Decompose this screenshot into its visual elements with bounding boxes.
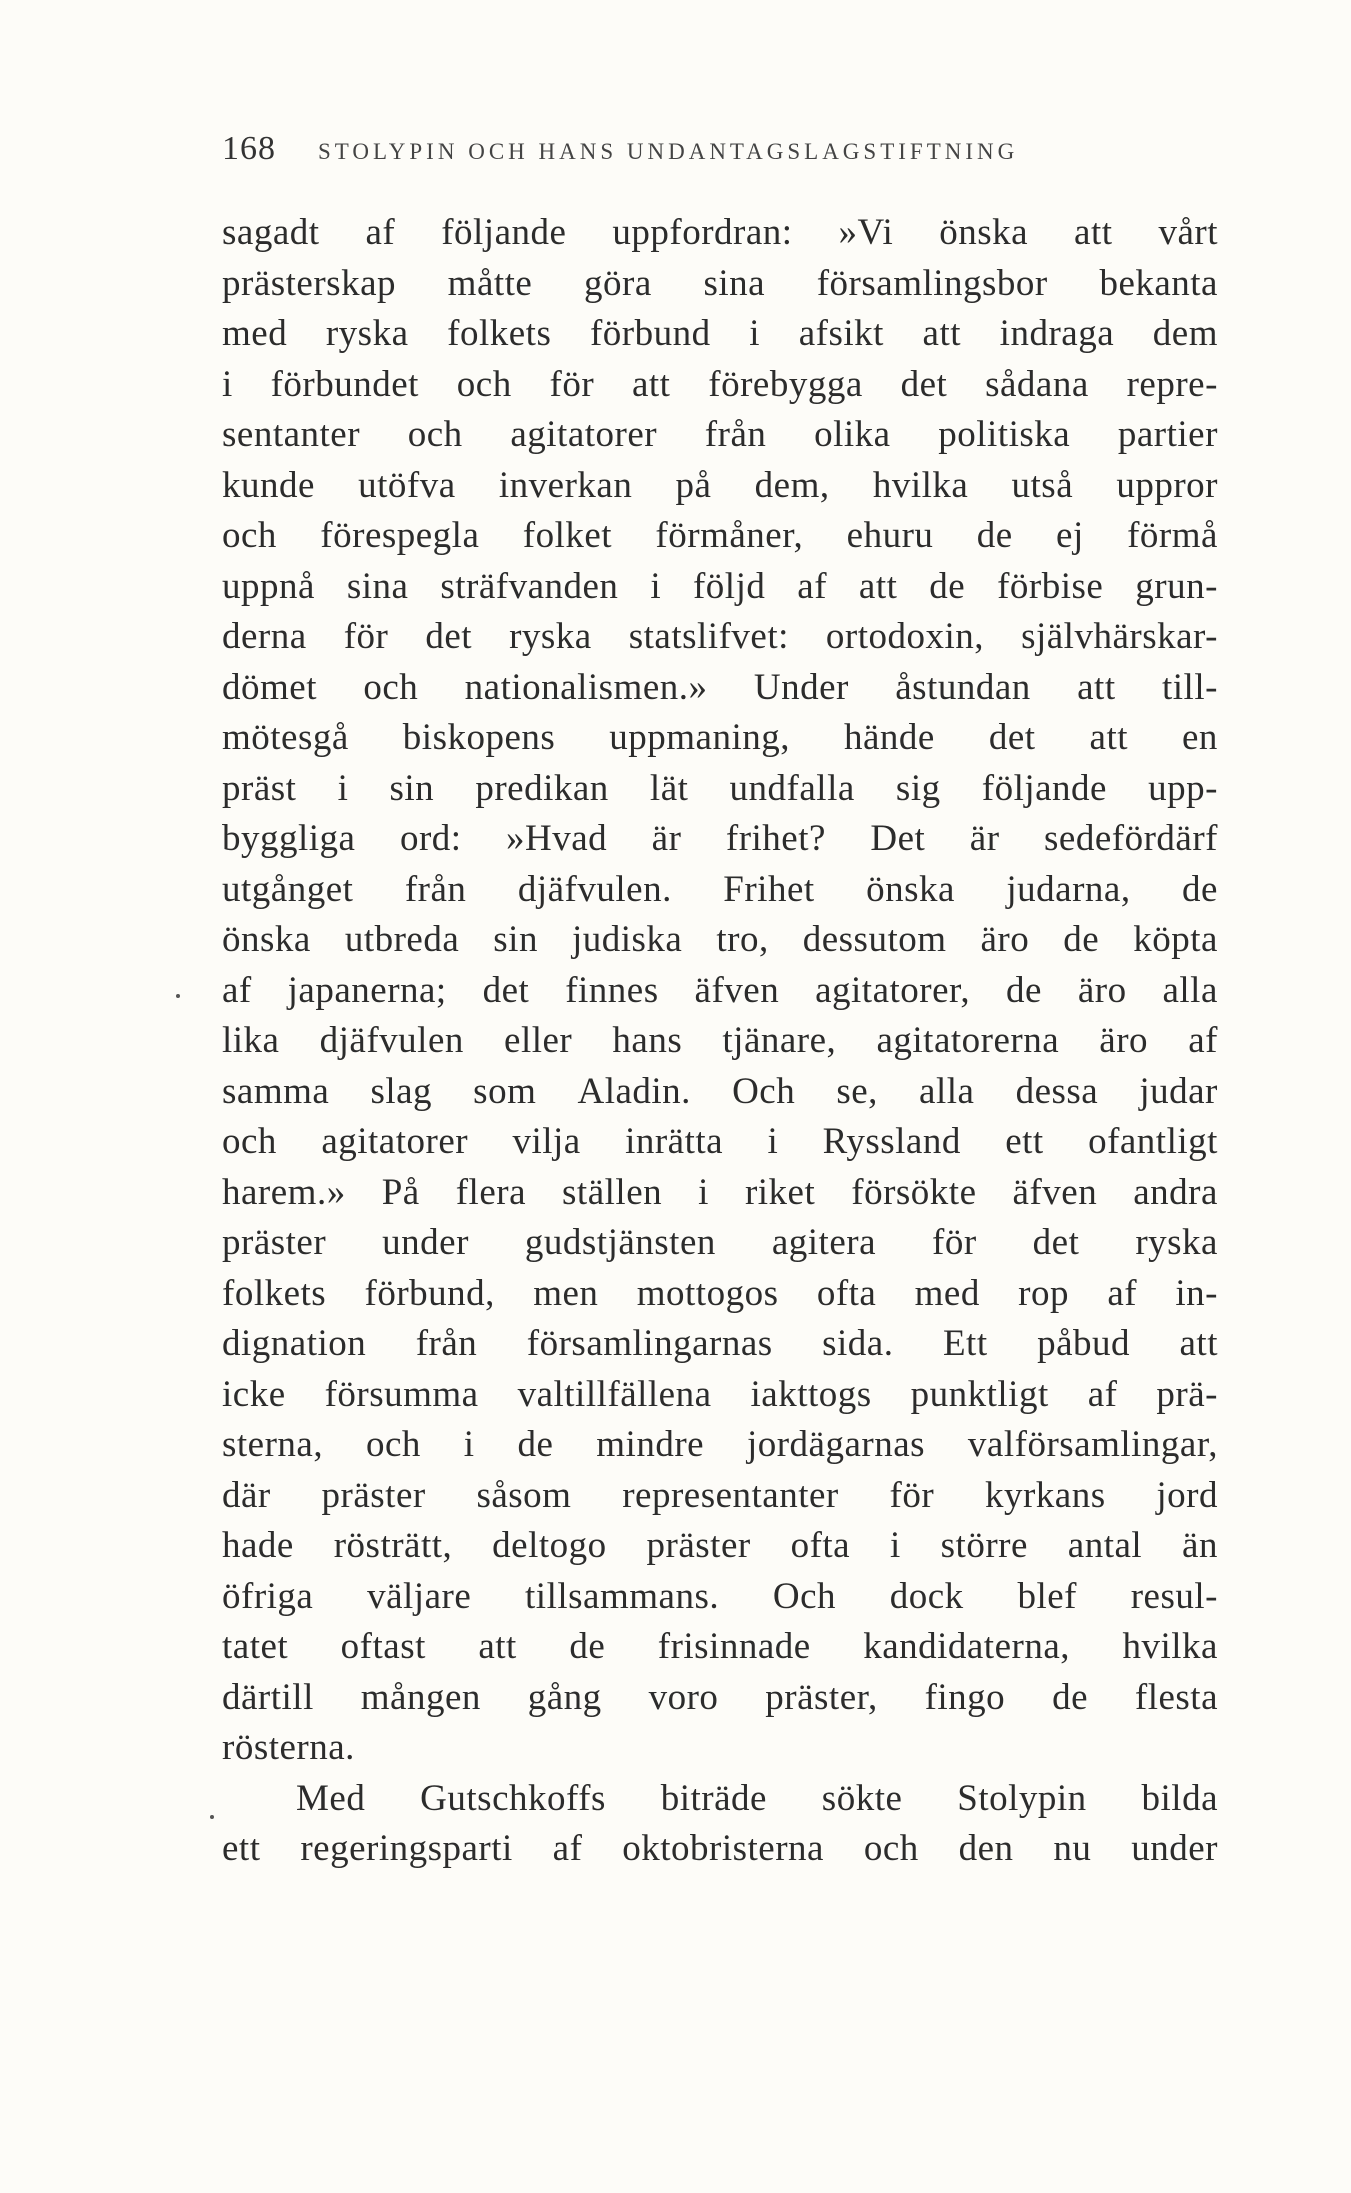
text-line: dignation från församlingarnas sida. Ett påbud att [222, 1323, 1218, 1364]
text-line: byggliga ord: »Hvad är frihet? Det är sedefördärf [222, 818, 1218, 859]
text-line: samma slag som Aladin. Och se, alla dessa judar [222, 1070, 1218, 1112]
text-line: där präster såsom representanter för kyrkans jord [222, 1474, 1218, 1516]
text-line: öfriga väljare tillsammans. Och dock blef resul- [222, 1575, 1218, 1617]
text-line: tatet oftast att de frisinnade kandidaterna, hvilka [222, 1626, 1218, 1667]
text-line: prästerskap måtte göra sina församlingsbor bekanta [222, 262, 1218, 304]
text-line: uppnå sina sträfvanden i följd af att de förbise grun- [222, 565, 1218, 607]
page-header [222, 130, 1132, 180]
text-line: sagadt af följande uppfordran: »Vi önska att vårt [222, 212, 1218, 253]
text-line: derna för det ryska statslifvet: ortodoxin, självhärskar- [222, 616, 1218, 657]
text-line: sterna, och i de mindre jordägarnas valförsamlingar, [222, 1424, 1218, 1465]
text-line: med ryska folkets förbund i afsikt att indraga dem [222, 313, 1218, 354]
text-line: af japanerna; det finnes äfven agitatorer, de äro alla [222, 969, 1218, 1011]
text-line: Med Gutschkoffs biträde sökte Stolypin bilda [296, 1777, 1218, 1819]
running-head: STOLYPIN OCH HANS UNDANTAGSLAGSTIFTNING [318, 139, 1019, 164]
text-line: i förbundet och för att förebygga det sådana repre- [222, 363, 1218, 405]
text-line: folkets förbund, men mottogos ofta med rop af in- [222, 1272, 1218, 1314]
text-line: sentanter och agitatorer från olika politiska partier [222, 414, 1218, 455]
text-line: kunde utöfva inverkan på dem, hvilka utså uppror [222, 464, 1218, 506]
text-line: önska utbreda sin judiska tro, dessutom äro de köpta [222, 919, 1218, 960]
text-line: därtill mången gång voro präster, fingo de flesta [222, 1676, 1218, 1718]
text-line: harem.» På flera ställen i riket försökte äfven andra [222, 1171, 1218, 1213]
body-text [222, 208, 1218, 1875]
text-line: och agitatorer vilja inrätta i Ryssland ett ofantligt [222, 1121, 1218, 1162]
text-line: mötesgå biskopens uppmaning, hände det att en [222, 717, 1218, 758]
margin-speck [176, 994, 180, 998]
text-line: ett regeringsparti af oktobristerna och den nu under [222, 1828, 1218, 1869]
text-line: hade rösträtt, deltogo präster ofta i större antal än [222, 1525, 1218, 1566]
text-line: rösterna. [222, 1727, 355, 1768]
text-line: icke försumma valtillfällena iakttogs punktligt af prä- [222, 1373, 1218, 1415]
page-number: 168 [222, 130, 276, 167]
margin-speck [210, 1815, 214, 1819]
text-line: och förespegla folket förmåner, ehuru de ej förmå [222, 515, 1218, 556]
text-line: lika djäfvulen eller hans tjänare, agitatorerna äro af [222, 1020, 1218, 1061]
text-line: dömet och nationalismen.» Under åstundan att till- [222, 666, 1218, 708]
text-line: präster under gudstjänsten agitera för det ryska [222, 1222, 1218, 1263]
text-line: utgånget från djäfvulen. Frihet önska judarna, de [222, 868, 1218, 910]
text-line: präst i sin predikan lät undfalla sig följande upp- [222, 767, 1218, 809]
